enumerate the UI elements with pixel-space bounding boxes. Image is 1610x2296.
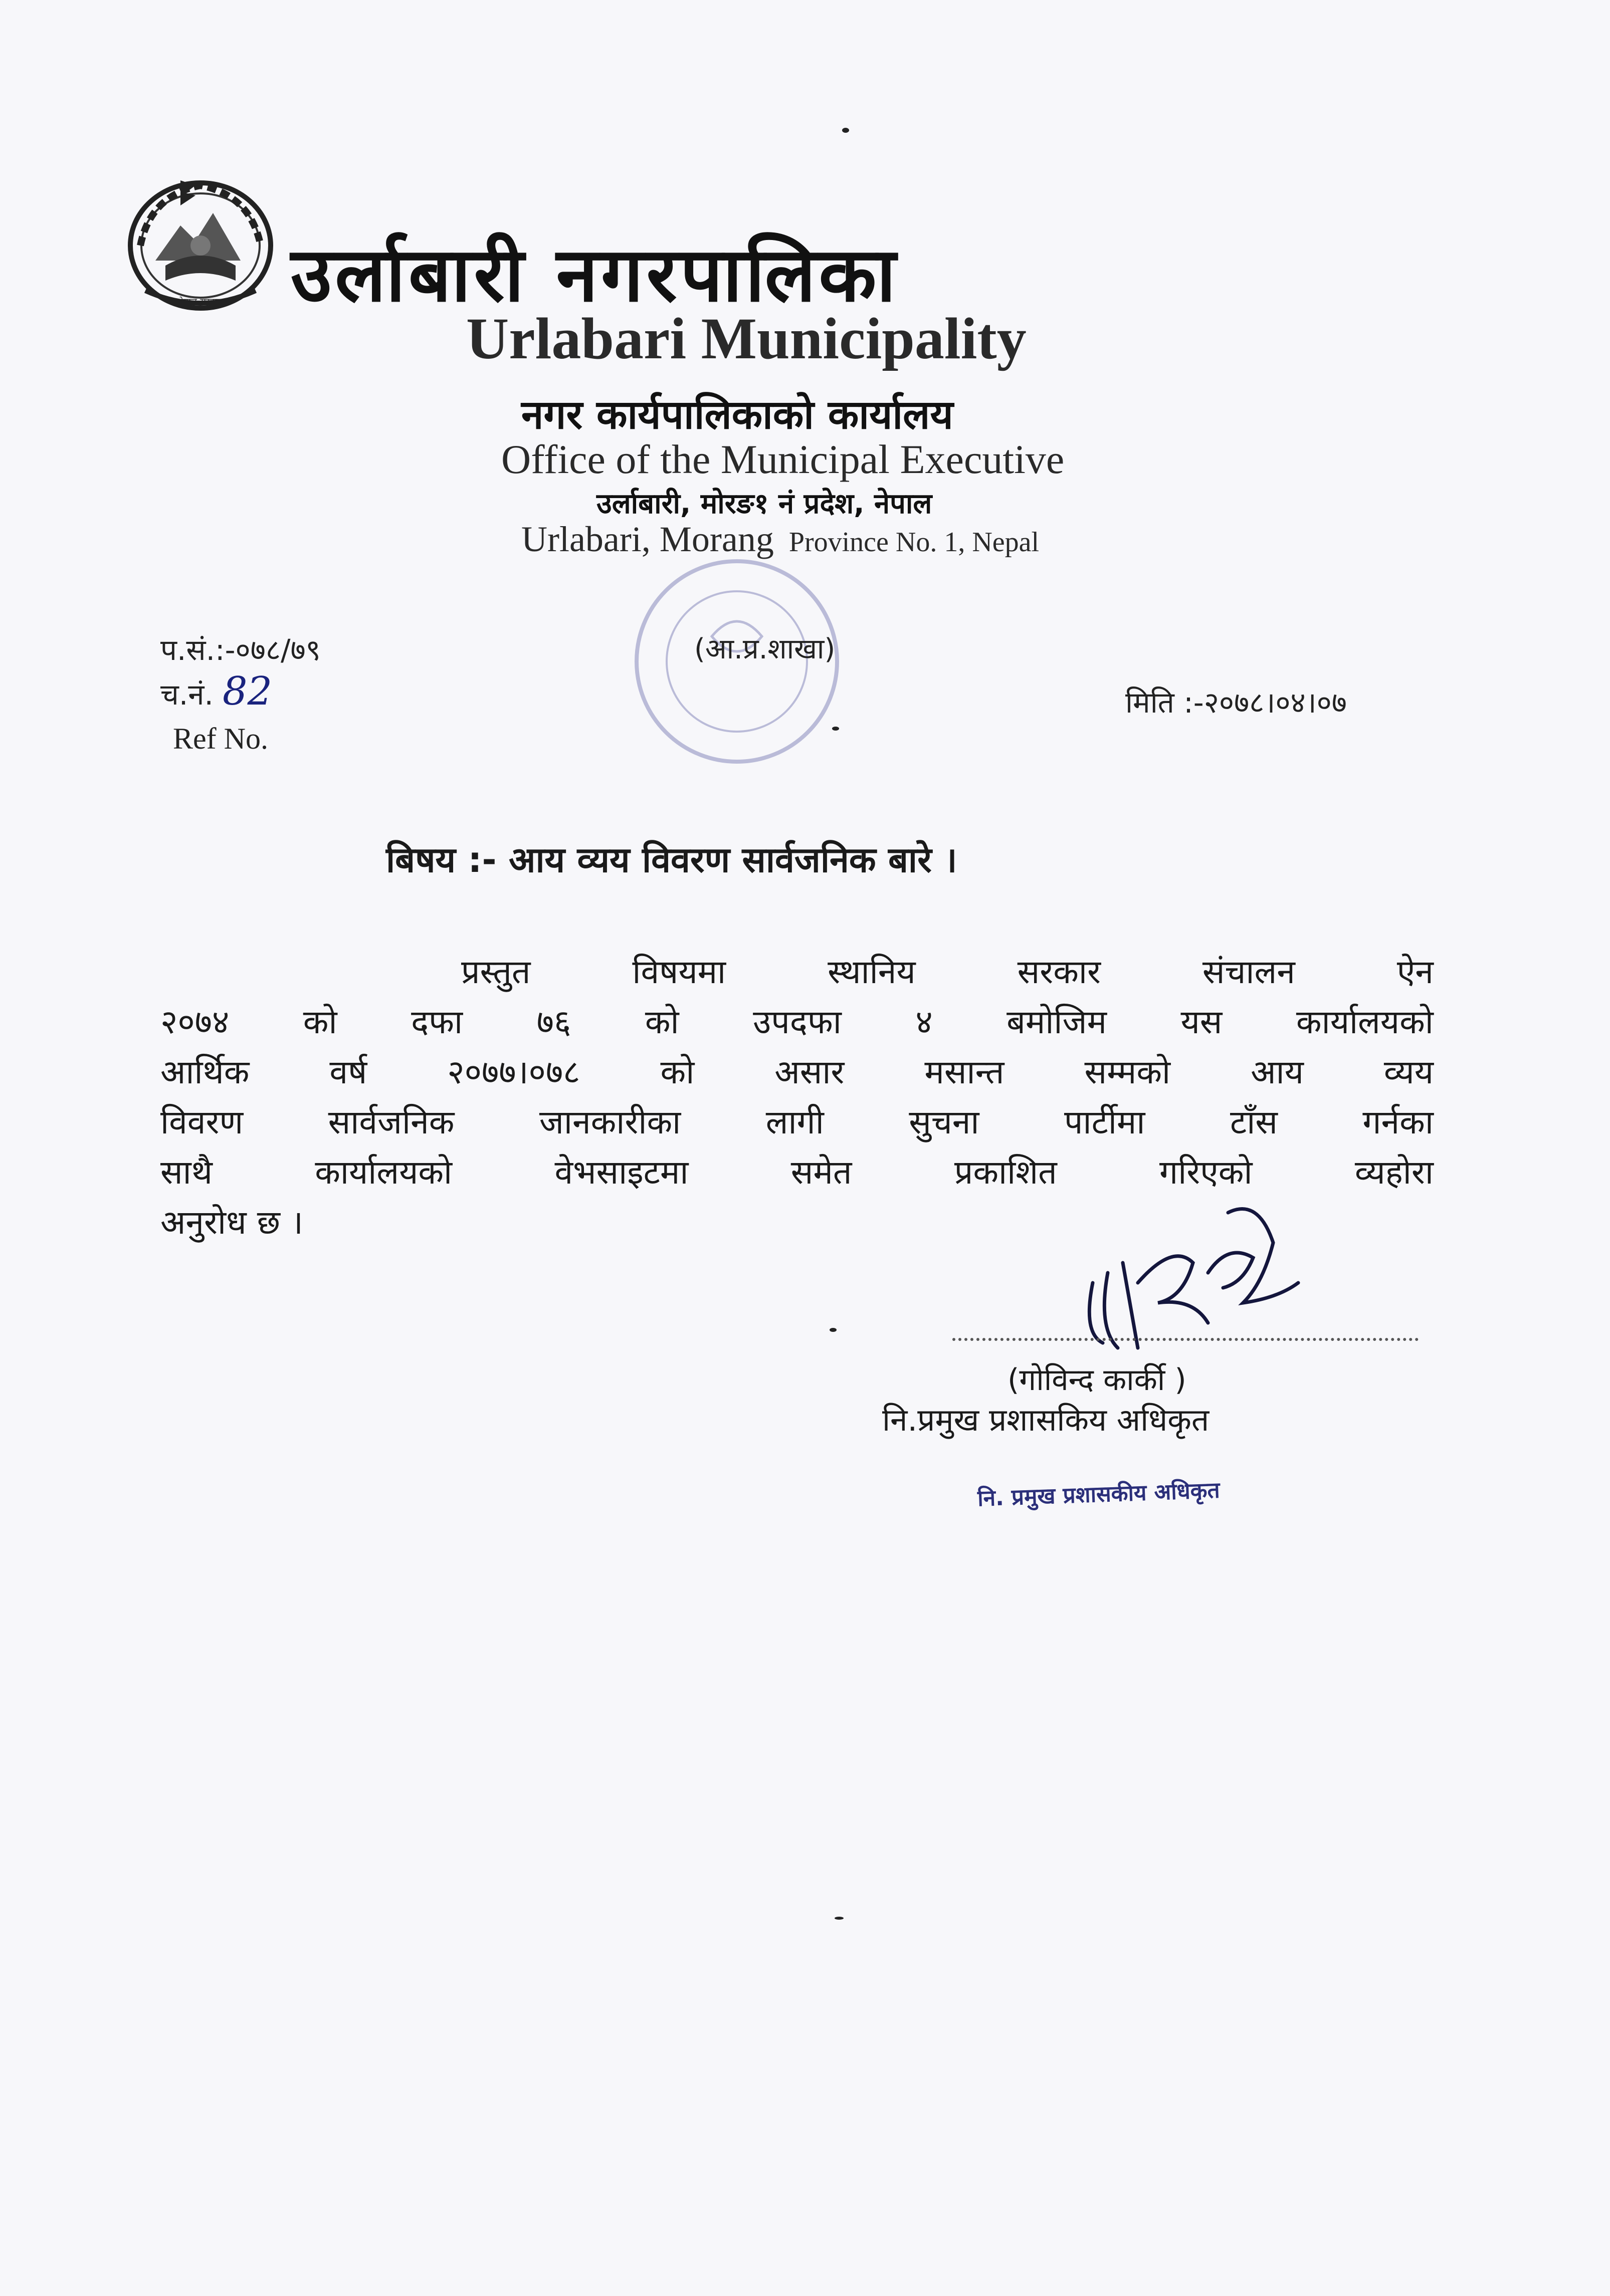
dispatch-number-handwritten: 82 <box>222 669 273 714</box>
body-word: को <box>303 1003 337 1041</box>
body-word: को <box>645 1003 679 1041</box>
body-word: गर्नका <box>1362 1103 1434 1141</box>
body-word: सम्मको <box>1084 1053 1171 1091</box>
body-line-3 <box>160 1047 1434 1097</box>
branch-label: (आ.प्र.शाखा) <box>694 633 836 665</box>
letter-number: प.सं.:-०७८/७९ <box>160 633 321 667</box>
body-word: गरिएको <box>1159 1153 1253 1192</box>
body-word: दफा <box>411 1003 463 1041</box>
body-line-2 <box>160 997 1434 1047</box>
svg-text:नेपाल सरकार: नेपाल सरकार <box>178 297 223 307</box>
municipality-name-nepali: उर्लाबारी नगरपालिका <box>291 232 899 319</box>
body-word: पार्टीमा <box>1064 1103 1145 1141</box>
body-word: प्रकाशित <box>954 1153 1057 1192</box>
body-word: उपदफा <box>753 1003 842 1041</box>
body-word: सार्वजनिक <box>328 1103 455 1141</box>
body-word: स्थानिय <box>828 953 916 991</box>
body-word: टाँस <box>1230 1103 1278 1141</box>
signature-line <box>952 1338 1419 1341</box>
dispatch-number <box>160 669 272 714</box>
body-word: मसान्त <box>924 1053 1004 1091</box>
address-nepali: उर्लाबारी, मोरङ१ नं प्रदेश, नेपाल <box>596 488 932 520</box>
ref-no-label: Ref No. <box>173 722 268 755</box>
office-name-nepali: नगर कार्यपालिकाको कार्यालय <box>521 391 953 438</box>
body-word: सरकार <box>1017 953 1101 991</box>
scan-speck <box>832 727 839 731</box>
office-name-english: Office of the Municipal Executive <box>501 436 1065 482</box>
body-word: यस <box>1180 1003 1223 1041</box>
scan-speck <box>842 128 849 133</box>
body-word: व्यय <box>1383 1053 1434 1091</box>
handwritten-signature <box>1063 1183 1313 1373</box>
body-word: कार्यालयको <box>315 1153 453 1192</box>
body-line-1 <box>160 947 1434 997</box>
scan-speck <box>830 1328 837 1332</box>
body-word: संचालन <box>1202 953 1295 991</box>
body-word: आय <box>1251 1053 1304 1091</box>
municipality-name-english: Urlabari Municipality <box>466 306 1027 371</box>
body-word: विवरण <box>160 1103 244 1141</box>
address-province: Province No. 1, Nepal <box>788 527 1040 558</box>
body-word: को <box>660 1053 695 1091</box>
body-line-4 <box>160 1097 1434 1147</box>
dispatch-number-label: च.नं. <box>160 677 214 712</box>
body-word: वर्ष <box>329 1053 367 1091</box>
body-word: प्रस्तुत <box>461 953 531 991</box>
address-city: Urlabari, Morang <box>521 519 774 559</box>
body-word: व्यहोरा <box>1354 1153 1434 1192</box>
body-word: कार्यालयको <box>1296 1003 1434 1041</box>
body-word: २०७७।०७८ <box>447 1053 580 1091</box>
body-word: सुचना <box>909 1103 979 1141</box>
municipality-emblem-logo <box>120 165 281 316</box>
letter-date: मिति :-२०७८।०४।०७ <box>1125 685 1347 720</box>
body-word: ४ <box>915 1003 933 1041</box>
body-word: अनुरोध छ । <box>160 1203 303 1242</box>
body-word: जानकारीका <box>539 1103 681 1141</box>
scan-speck <box>835 1917 844 1920</box>
body-word: वेभसाइटमा <box>554 1153 689 1192</box>
designation-stamp: नि. प्रमुख प्रशासकीय अधिकृत <box>977 1477 1221 1512</box>
body-word: लागी <box>765 1103 824 1141</box>
body-word: ७६ <box>536 1003 571 1041</box>
body-word: असार <box>774 1053 845 1091</box>
body-word: आर्थिक <box>160 1053 250 1091</box>
body-word: समेत <box>790 1153 852 1192</box>
body-word: बमोजिम <box>1007 1003 1107 1041</box>
body-word: साथै <box>160 1153 213 1192</box>
signer-title: नि.प्रमुख प्रशासकिय अधिकृत <box>882 1402 1210 1438</box>
body-word: विषयमा <box>632 953 726 991</box>
signer-name: (गोविन्द कार्की ) <box>1008 1362 1186 1398</box>
body-word: २०७४ <box>160 1003 230 1041</box>
body-word: ऐन <box>1396 953 1434 991</box>
letter-subject: बिषय :- आय व्यय विवरण सार्वजनिक बारे । <box>386 839 957 880</box>
